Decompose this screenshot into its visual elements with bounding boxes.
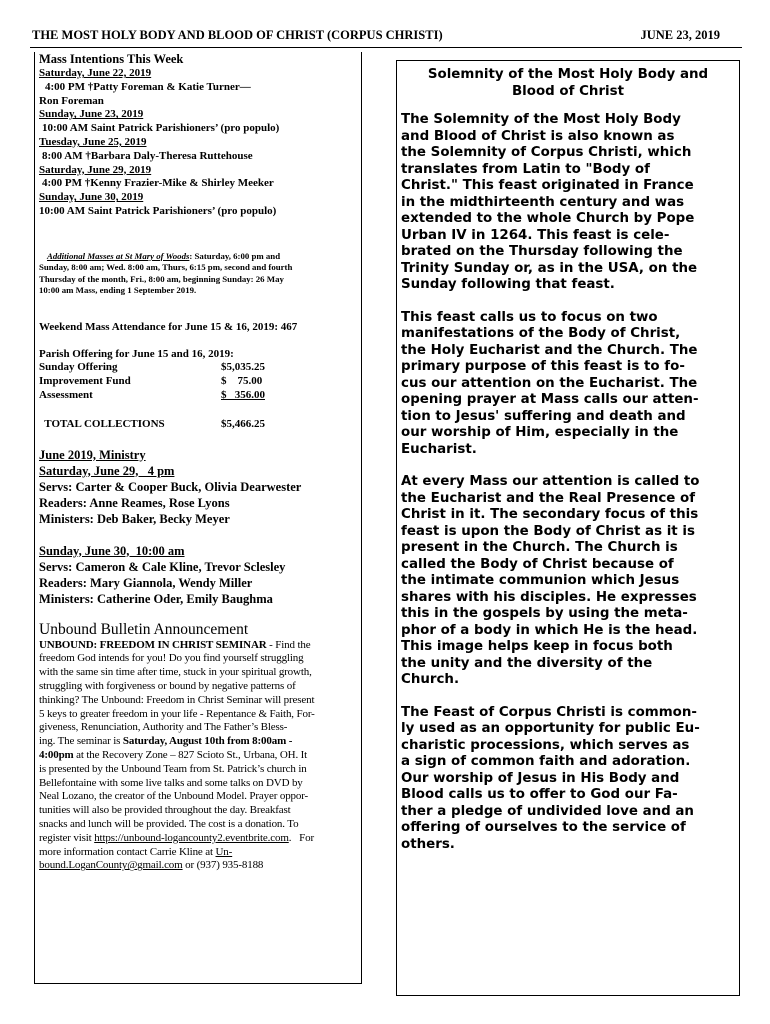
bulletin-date: JUNE 23, 2019 (640, 28, 720, 42)
ministry-day: Saturday, June 29, 4 pm (39, 463, 175, 478)
article-line: brated on the Thursday following the (401, 244, 683, 259)
article-line: in the midthirteenth century and was (401, 194, 685, 210)
intention-line: 10:00 AM Saint Patrick Parishioners’ (pro populo) (39, 204, 277, 217)
mass-attendance: Weekend Mass Attendance for June 15 & 16, 2019: 467 (39, 320, 298, 333)
header-divider (30, 47, 742, 48)
article-line: present in the Church. The Church is (401, 540, 678, 555)
intention-day: Saturday, June 29, 2019 (39, 163, 152, 176)
ministry-readers: Readers: Anne Reames, Rose Lyons (39, 495, 230, 510)
article-line: a sign of common faith and adoration. (401, 754, 691, 769)
article-line: This image helps keep in focus both (401, 639, 673, 654)
additional-masses-line: Thursday of the month, Fri., 8:00 am, beginning Sunday: 26 May (39, 273, 284, 284)
article-paragraph (401, 705, 735, 854)
unbound-heading: Unbound Bulletin Announcement (39, 620, 249, 638)
ministry-ministers: Ministers: Catherine Oder, Emily Baughma (39, 591, 273, 606)
article-line: This feast calls us to focus on two (401, 309, 658, 325)
article-line: Christ in it. The secondary focus of this (401, 507, 699, 522)
ministry-heading: June 2019, Ministry (39, 447, 146, 462)
intention-line: 4:00 PM †Kenny Frazier-Mike & Shirley Meeker (42, 177, 274, 190)
article-paragraph (401, 112, 735, 294)
intention-line: 8:00 AM †Barbara Daly-Theresa Ruttehouse (42, 149, 253, 162)
additional-masses-line: 10:00 am Mass, ending 1 September 2019. (39, 285, 197, 296)
article-line: At every Mass our attention is called to (401, 474, 700, 489)
intention-line: 10:00 AM Saint Patrick Parishioners’ (pro populo) (42, 122, 280, 135)
additional-masses-label: Additional Masses at St Mary of Woods (47, 250, 190, 261)
additional-masses-line: Sunday, 8:00 am; Wed. 8:00 am, Thurs, 6:15 pm, second and fourth (39, 262, 293, 273)
article-paragraph (401, 474, 735, 689)
additional-masses-line: : Saturday, 6:00 pm and (189, 250, 281, 261)
intention-day: Sunday, June 23, 2019 (39, 108, 144, 121)
article-line: primary purpose of this feast is to fo- (401, 359, 685, 374)
article-line: the Eucharist and the Real Presence of (401, 490, 696, 506)
article-line: Christ." This feast originated in France (401, 178, 694, 193)
article-title: Solemnity of the Most Holy Body and Blood of Christ (427, 67, 709, 99)
intention-day: Tuesday, June 25, 2019 (39, 135, 147, 148)
article-line: ther a pledge of undivided love and an (401, 803, 694, 819)
offering-row: Improvement Fund $ 75.00 (39, 375, 263, 388)
mass-intentions-list (39, 67, 361, 219)
intention-line: 4:00 PM †Patty Foreman & Katie Turner— (45, 80, 251, 93)
intention-day: Sunday, June 30, 2019 (39, 191, 144, 204)
intention-day: Saturday, June 22, 2019 (39, 67, 152, 79)
article-line: Our worship of Jesus in His Body and (401, 770, 680, 786)
article-line: offering of ourselves to the service of (401, 820, 686, 835)
article-line: opening prayer at Mass calls our atten- (401, 392, 699, 407)
article-line: charistic processions, which serves as (401, 737, 690, 753)
right-column (396, 60, 740, 996)
article-line: cus our attention on the Eucharist. The (401, 375, 698, 391)
article-line: this in the gospels by using the meta- (401, 606, 688, 621)
article-line: the intimate communion which Jesus (401, 573, 680, 588)
parish-offering (39, 348, 361, 432)
article-line: The Solemnity of the Most Holy Body (401, 112, 681, 127)
article-line: phor of a body in which He is the head. (401, 622, 698, 638)
additional-masses (39, 251, 361, 297)
unbound-lead: UNBOUND: FREEDOM IN CHRIST SEMINAR (39, 638, 267, 651)
offering-row: Sunday Offering $5,035.25 (39, 361, 265, 374)
article-line: feast is upon the Body of Christ as it is (401, 523, 695, 539)
offering-total: TOTAL COLLECTIONS $5,466.25 (39, 417, 265, 430)
ministry-ministers: Ministers: Deb Baker, Becky Meyer (39, 511, 230, 526)
article-line: ly used as an opportunity for public Eu- (401, 721, 700, 736)
article-line: Sunday following that feast. (401, 277, 615, 292)
article-line: called the Body of Christ because of (401, 556, 674, 572)
article-line: Blood calls us to offer to God our Fa- (401, 787, 678, 802)
article-line: Church. (401, 672, 460, 687)
ministry-servers: Servs: Carter & Cooper Buck, Olivia Dearwester (39, 479, 302, 494)
article-body (401, 112, 735, 853)
article-line: others. (401, 836, 455, 852)
article-line: manifestations of the Body of Christ, (401, 326, 681, 341)
article-paragraph (401, 310, 735, 459)
contact-email-link[interactable]: bound.LoganCounty@gmail.com (39, 859, 183, 872)
article-line: Eucharist. (401, 441, 477, 457)
offering-heading: Parish Offering for June 15 and 16, 2019: (39, 347, 234, 360)
article-line: the Solemnity of Corpus Christi, which (401, 145, 692, 160)
article-line: Trinity Sunday or, as in the USA, on the (401, 260, 698, 276)
unbound-seminar-date: Saturday, August 10th from 8:00am - (122, 735, 293, 748)
article-line: shares with his disciples. He expresses (401, 589, 697, 605)
intention-line: Ron Foreman (39, 94, 104, 107)
ministry-readers: Readers: Mary Giannola, Wendy Miller (39, 575, 253, 590)
offering-row: Assessment $ 356.00 (39, 388, 265, 401)
article-line: The Feast of Corpus Christi is common- (401, 704, 697, 720)
article-line: the Holy Eucharist and the Church. The (401, 342, 698, 358)
article-line: our worship of Him, especially in the (401, 425, 679, 440)
ministry-servers: Servs: Cameron & Cale Kline, Trevor Sclesley (39, 559, 286, 574)
bulletin-title: THE MOST HOLY BODY AND BLOOD OF CHRIST (CORPUS CHRISTI) (32, 28, 443, 42)
registration-link[interactable]: https://unbound-logancounty2.eventbrite.com (94, 831, 289, 844)
article-line: tion to Jesus' suffering and death and (401, 408, 686, 424)
contact-email-link[interactable]: Un- (215, 845, 233, 858)
article-line: the unity and the diversity of the (401, 655, 653, 671)
left-column (34, 52, 362, 984)
article-line: and Blood of Christ is also known as (401, 128, 675, 144)
unbound-announcement: Unbound Bulletin Announcement UNBOUND: FREEDOM IN CHRIST SEMINAR - Find the freedom God intends for you! Do you find yourself struggling with the same sin time after time, stuck in your spiritual growth, struggling with forgiveness or bound by negative patterns of thinking? The Unbound: Freedom in Christ Seminar will present 5 keys to greater freedom in your life - Repentance & Faith, For- giveness, Renunciation, Authority and The Father’s Bless- ing. The seminar is Saturday, August 10th from 8:00am - 4:00pm at the Recovery Zone – 827 Scioto St., Urbana, OH. It is presented by the Unbound Team from St. Patrick’s church in Bellefontaine with some live talks and some talks on DVD by Neal Lozano, the creator of the Unbound Model. Prayer oppor- tunities will also be provided throughout the day. Breakfast snacks and lunch will be provided. The cost is a donation. To register visit https://unbound-logancounty2.eventbrite.com. For more information contact Carrie Kline at Un- bound.LoganCounty@gmail.com or (937) 935-8188 (39, 621, 361, 874)
ministry-day: Sunday, June 30, 10:00 am (39, 543, 185, 558)
article-line: extended to the whole Church by Pope (401, 211, 695, 226)
article-line: translates from Latin to "Body of (401, 161, 650, 177)
ministry-schedule (39, 447, 361, 607)
mass-intentions-heading: Mass Intentions This Week (39, 52, 184, 66)
article-line: Urban IV in 1264. This feast is cele- (401, 227, 670, 243)
bulletin-header (32, 28, 744, 48)
